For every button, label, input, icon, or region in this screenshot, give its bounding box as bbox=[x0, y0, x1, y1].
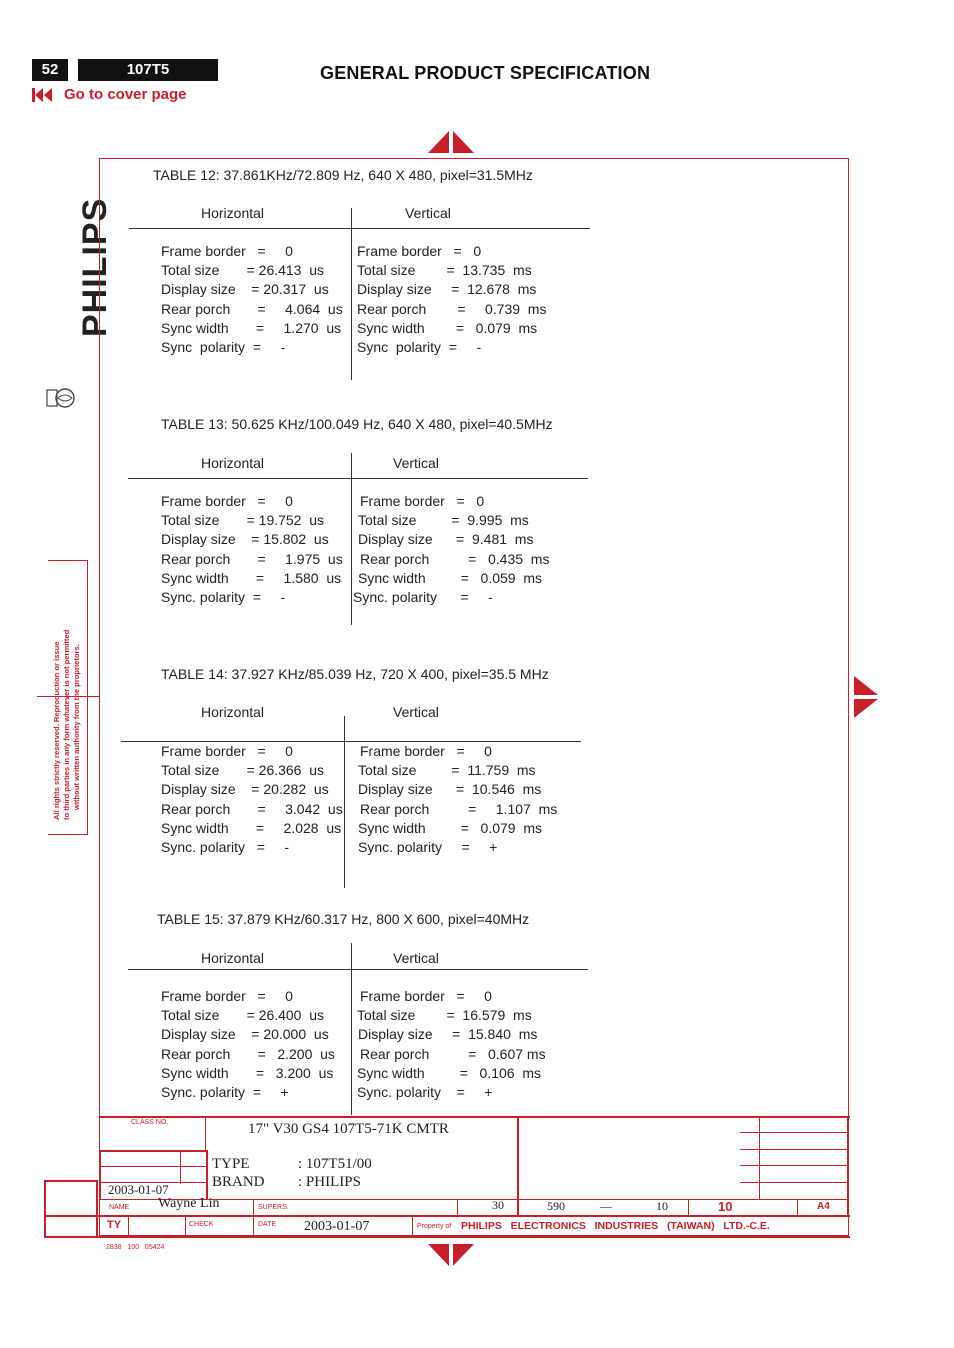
copyright-line-3: without written authority from the proprietors. bbox=[72, 644, 81, 810]
field-590: 590 bbox=[547, 1199, 565, 1213]
table-12-caption: TABLE 12: 37.861KHz/72.809 Hz, 640 X 480, pixel=31.5MHz bbox=[153, 167, 533, 183]
table-12-vertical-header: Vertical bbox=[405, 205, 451, 221]
product-description: 17" V30 GS4 107T5-71K CMTR bbox=[248, 1121, 449, 1137]
model-badge: 107T5 bbox=[78, 59, 218, 81]
date-label: DATE bbox=[258, 1221, 277, 1228]
table-row: Rear porch = 2.200 us bbox=[161, 1045, 335, 1062]
document-code: 2838 100 05424 bbox=[106, 1244, 165, 1251]
table-row: Total size = 11.759 ms bbox=[358, 762, 536, 779]
table-row: Frame border = 0 bbox=[161, 493, 293, 509]
table-row: Display size = 15.840 ms bbox=[358, 1026, 538, 1043]
table-row: Total size = 19.752 us bbox=[161, 512, 325, 529]
table-13-horizontal-header: Horizontal bbox=[201, 455, 265, 471]
table-row: Sync. polarity = + bbox=[161, 1083, 289, 1100]
table-row: Display size = 12.678 ms bbox=[357, 281, 537, 298]
table-row: Total size = 26.366 us bbox=[161, 762, 325, 779]
brand-value: : PHILIPS bbox=[298, 1174, 361, 1190]
table-14-horizontal-values bbox=[161, 743, 343, 858]
philips-shield-icon bbox=[46, 386, 76, 410]
table-15-horizontal-header: Horizontal bbox=[201, 950, 265, 966]
previous-page-arrow-icon[interactable] bbox=[428, 131, 474, 153]
table-13-horizontal-values bbox=[161, 493, 343, 608]
table-row: Sync. polarity = + bbox=[357, 1083, 493, 1100]
table-row: Sync width = 3.200 us bbox=[161, 1064, 334, 1081]
table-row: Rear porch = 0.739 ms bbox=[357, 300, 547, 317]
copyright-line-1: All rights strictly reserved. Reproduction or issue bbox=[52, 641, 61, 820]
first-page-icon bbox=[32, 88, 54, 102]
table-row: Sync width = 1.580 us bbox=[161, 569, 342, 586]
brand-wordmark-text: PHILIPS bbox=[76, 197, 114, 337]
field-30: 30 bbox=[492, 1198, 504, 1212]
table-15-vertical-values bbox=[357, 988, 546, 1103]
name-label: NAME bbox=[109, 1204, 130, 1211]
table-row: Display size = 9.481 ms bbox=[358, 531, 534, 548]
table-14-horizontal-header: Horizontal bbox=[201, 704, 265, 720]
table-row: Frame border = 0 bbox=[357, 243, 482, 259]
table-row: Sync width = 1.270 us bbox=[161, 319, 342, 336]
check-label: CHECK bbox=[189, 1221, 214, 1228]
table-row: Frame border = 0 bbox=[360, 743, 492, 759]
property-of-label: Property of bbox=[417, 1223, 452, 1230]
table-13-vertical-header: Vertical bbox=[393, 455, 439, 471]
check-date: 2003-01-07 bbox=[304, 1219, 370, 1234]
drawing-date: 2003-01-07 bbox=[108, 1182, 169, 1197]
sheet-number: 10 bbox=[718, 1199, 733, 1214]
table-12-vertical-values bbox=[357, 243, 546, 358]
page-number-badge: 52 bbox=[32, 59, 68, 81]
table-14-caption: TABLE 14: 37.927 KHz/85.039 Hz, 720 X 400, pixel=35.5 MHz bbox=[161, 666, 549, 682]
field-dash: — bbox=[600, 1199, 612, 1213]
table-row: Sync. polarity = - bbox=[353, 588, 493, 605]
table-12-horizontal-values bbox=[161, 243, 343, 358]
table-row: Total size = 26.413 us bbox=[161, 262, 325, 279]
cover-link-label: Go to cover page bbox=[64, 86, 187, 103]
table-row: Sync. polarity = - bbox=[161, 588, 286, 605]
brand-wordmark bbox=[32, 197, 114, 345]
table-row: Frame border = 0 bbox=[161, 243, 293, 259]
table-row: Display size = 10.546 ms bbox=[358, 781, 542, 798]
table-row: Sync polarity = - bbox=[357, 338, 482, 355]
table-row: Sync width = 0.079 ms bbox=[358, 819, 543, 836]
ty-label: TY bbox=[107, 1219, 122, 1231]
next-section-arrow-icon[interactable] bbox=[854, 676, 878, 718]
table-row: Rear porch = 4.064 us bbox=[161, 300, 343, 317]
table-row: Rear porch = 0.435 ms bbox=[360, 550, 550, 567]
table-row: Display size = 20.317 us bbox=[161, 281, 329, 298]
page-title: GENERAL PRODUCT SPECIFICATION bbox=[320, 63, 651, 83]
table-row: Sync. polarity = - bbox=[161, 838, 289, 855]
table-13-caption: TABLE 13: 50.625 KHz/100.049 Hz, 640 X 480, pixel=40.5MHz bbox=[161, 416, 553, 432]
table-row: Display size = 20.000 us bbox=[161, 1026, 329, 1043]
table-14-vertical-header: Vertical bbox=[393, 704, 439, 720]
table-15-horizontal-values bbox=[161, 988, 335, 1103]
table-row: Rear porch = 0.607 ms bbox=[360, 1045, 546, 1062]
company-name: PHILIPS ELECTRONICS INDUSTRIES (TAIWAN) LTD.-C.E. bbox=[461, 1220, 770, 1232]
table-row: Total size = 26.400 us bbox=[161, 1007, 325, 1024]
table-row: Rear porch = 3.042 us bbox=[161, 800, 343, 817]
table-15-caption: TABLE 15: 37.879 KHz/60.317 Hz, 800 X 600, pixel=40MHz bbox=[157, 911, 530, 927]
table-row: Total size = 16.579 ms bbox=[357, 1007, 532, 1024]
table-row: Rear porch = 1.107 ms bbox=[360, 800, 558, 817]
copyright-notice bbox=[52, 560, 82, 820]
table-12-horizontal-header: Horizontal bbox=[201, 205, 265, 221]
table-row: Sync width = 0.059 ms bbox=[358, 569, 543, 586]
next-page-arrow-icon[interactable] bbox=[428, 1244, 474, 1266]
author-name: Wayne Lin bbox=[158, 1196, 220, 1211]
table-row: Sync. polarity = + bbox=[358, 838, 498, 855]
table-14-vertical-values bbox=[358, 743, 557, 858]
paper-size: A4 bbox=[817, 1201, 830, 1212]
table-row: Sync width = 2.028 us bbox=[161, 819, 342, 836]
table-row: Sync width = 0.106 ms bbox=[357, 1064, 542, 1081]
table-13-vertical-values bbox=[353, 493, 549, 608]
table-row: Frame border = 0 bbox=[360, 988, 492, 1004]
field-10: 10 bbox=[656, 1199, 668, 1213]
type-label: TYPE bbox=[212, 1156, 250, 1172]
table-row: Display size = 20.282 us bbox=[161, 781, 329, 798]
table-row: Total size = 9.995 ms bbox=[358, 512, 529, 529]
table-15-vertical-header: Vertical bbox=[393, 950, 439, 966]
class-no-label: CLASS NO. bbox=[131, 1119, 169, 1126]
table-row: Rear porch = 1.975 us bbox=[161, 550, 343, 567]
table-row: Display size = 15.802 us bbox=[161, 531, 329, 548]
table-row: Frame border = 0 bbox=[161, 743, 293, 759]
copyright-line-2: to third parties in any form whatever is not permitted bbox=[62, 629, 71, 820]
table-row: Total size = 13.735 ms bbox=[357, 262, 532, 279]
type-value: : 107T51/00 bbox=[298, 1156, 372, 1172]
brand-label: BRAND bbox=[212, 1174, 265, 1190]
table-row: Sync width = 0.079 ms bbox=[357, 319, 538, 336]
table-row: Sync polarity = - bbox=[161, 338, 286, 355]
table-row: Frame border = 0 bbox=[161, 988, 293, 1004]
go-to-cover-link[interactable] bbox=[32, 86, 187, 103]
supers-label: SUPERS. bbox=[258, 1204, 289, 1211]
table-row: Frame border = 0 bbox=[360, 493, 485, 509]
